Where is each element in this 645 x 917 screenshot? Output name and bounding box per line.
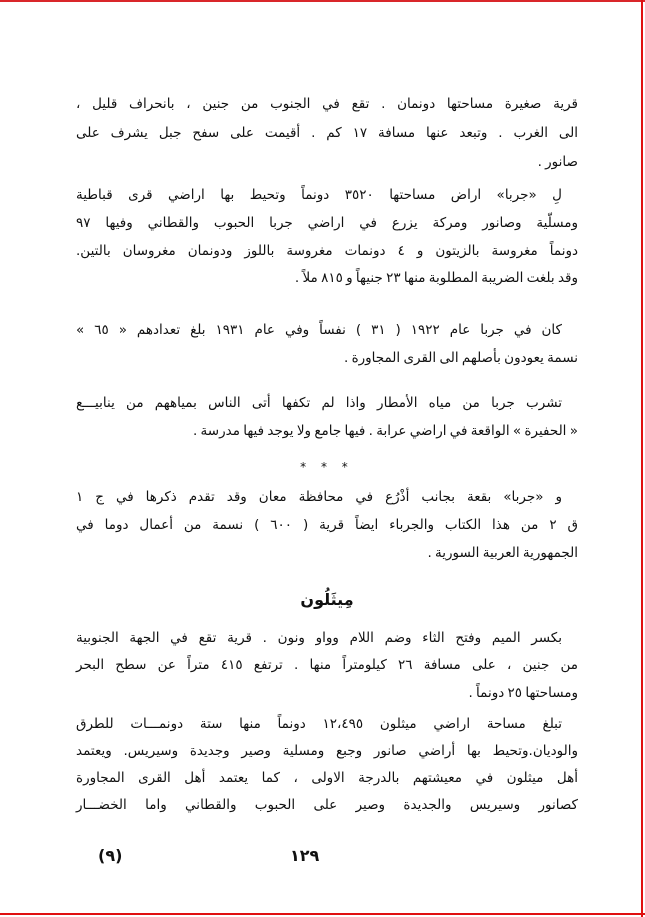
text-line: تبلغ مساحة اراضي ميثلون ١٢،٤٩٥ دونماً منها ستة دونمـــات للطرق	[76, 716, 563, 732]
text-line: ومسلّية وصانور ومركة يزرع في اراضي جربا الحبوب والقطاني وفيها ٩٧	[76, 215, 578, 231]
page-number: ١٢٩	[290, 846, 320, 865]
text-line: كان في جربا عام ١٩٢٢ ( ٣١ ) نفساً وفي عام ١٩٣١ بلغ تعدادهم « ٦٥ »	[76, 322, 562, 338]
section-separator: * * *	[300, 460, 354, 474]
text-line: بكسر الميم وفتح الثاء وضم اللام وواو ونون . قرية تقع في الجهة الجنوبية	[76, 630, 562, 646]
text-line: وقد بلغت الضريبة المطلوبة منها ٢٣ جنيهاً و ٨١٥ ملاً .	[294, 270, 578, 286]
text-line: « الحفيرة » الواقعة في اراضي عرابة . فيها جامع ولا يوجد فيها مدرسة .	[192, 423, 578, 439]
text-line: من جنين ، على مسافة ٢٦ كيلومتراً منها . ترتفع ٤١٥ متراً عن سطح البحر	[76, 657, 578, 673]
text-line: ق ٢ من هذا الكتاب والجرباء ايضاً قرية ( ٦٠٠ ) نسمة من أعمال دوما في	[76, 517, 579, 533]
text-line: دونماً مغروسة بالزيتون و ٤ دونمات مغروسة باللوز ودونمان مغروسان بالتين.	[76, 243, 578, 259]
text-line: تشرب جربا من مياه الأمطار واذا لم تكفها أتى الناس بمياههم من ينابيـــع	[76, 395, 562, 411]
text-line: نسمة يعودون بأصلهم الى القرى المجاورة .	[343, 350, 578, 366]
text-line: قرية صغيرة مساحتها دونمان . تقع في الجنوب من جنين ، بانحراف قليل ،	[76, 96, 578, 112]
text-line: الى الغرب . وتبعد عنها مسافة ١٧ كم . أقيمت على سفح جبل يشرف على	[76, 125, 579, 141]
text-line: أهل ميثلون في معيشتهم بالدرجة الاولى ، كما يعتمد أهل القرى المجاورة	[76, 770, 578, 786]
text-line: صانور .	[537, 154, 578, 170]
text-line: ومساحتها ٢٥ دونماً .	[468, 685, 578, 701]
text-line: و «جربا» بقعة بجانب أذْرُع في محافظة معان وقد تقدم ذكرها في ج ١	[76, 489, 562, 505]
text-line: لِ «جربا» اراض مساحتها ٣٥٢٠ دونماً وتحيط بها اراضي قرى قباطية	[76, 187, 562, 203]
section-heading: مِيثَلُون	[300, 590, 354, 609]
text-line: كصانور وسيريس والجديدة وصير على الحبوب والقطاني واما الخضـــار	[76, 797, 578, 813]
text-line: الجمهورية العربية السورية .	[427, 545, 578, 561]
text-line: والوديان.وتحيط بها أراضي صانور وجبع ومسلية وصير وجديدة وسيريس. ويعتمد	[76, 743, 578, 759]
signature-mark: (٩)	[98, 846, 123, 865]
